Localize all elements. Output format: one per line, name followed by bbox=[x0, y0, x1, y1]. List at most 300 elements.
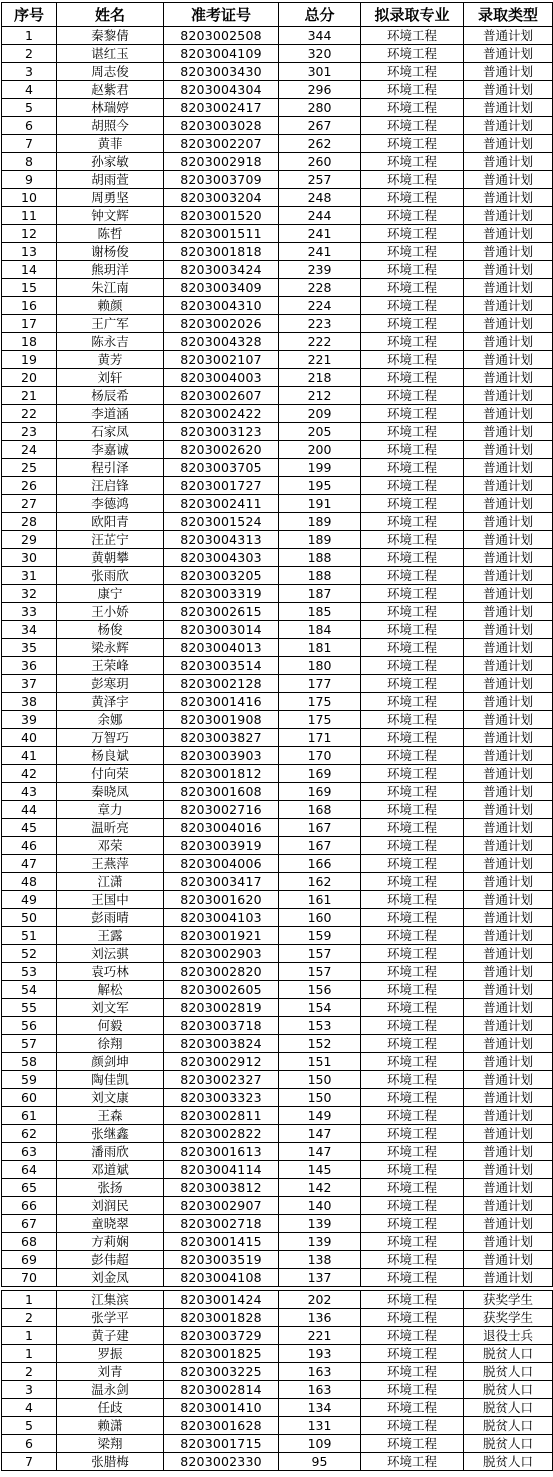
exam-id-cell: 8203004103 bbox=[164, 909, 279, 927]
type-cell: 普通计划 bbox=[464, 81, 553, 99]
table-row bbox=[2, 549, 553, 567]
seq-cell: 38 bbox=[2, 693, 57, 711]
name-cell: 付向荣 bbox=[57, 765, 164, 783]
major-cell: 环境工程 bbox=[361, 171, 464, 189]
score-cell: 221 bbox=[279, 351, 361, 369]
score-cell: 159 bbox=[279, 927, 361, 945]
table-row bbox=[2, 711, 553, 729]
seq-cell: 4 bbox=[2, 81, 57, 99]
score-cell: 212 bbox=[279, 387, 361, 405]
seq-cell: 23 bbox=[2, 423, 57, 441]
seq-cell: 45 bbox=[2, 819, 57, 837]
exam-id-cell: 8203003409 bbox=[164, 279, 279, 297]
major-cell: 环境工程 bbox=[361, 1269, 464, 1287]
seq-cell: 13 bbox=[2, 243, 57, 261]
exam-id-cell: 8203003323 bbox=[164, 1089, 279, 1107]
type-cell: 脱贫人口 bbox=[464, 1345, 553, 1363]
score-cell: 131 bbox=[279, 1417, 361, 1435]
exam-id-cell: 8203003827 bbox=[164, 729, 279, 747]
table-row bbox=[2, 603, 553, 621]
name-cell: 钟文辉 bbox=[57, 207, 164, 225]
exam-id-cell: 8203001410 bbox=[164, 1399, 279, 1417]
type-cell: 普通计划 bbox=[464, 225, 553, 243]
score-cell: 169 bbox=[279, 783, 361, 801]
name-cell: 章力 bbox=[57, 801, 164, 819]
major-cell: 环境工程 bbox=[361, 945, 464, 963]
seq-cell: 54 bbox=[2, 981, 57, 999]
major-cell: 环境工程 bbox=[361, 1435, 464, 1453]
type-cell: 普通计划 bbox=[464, 1179, 553, 1197]
type-cell: 普通计划 bbox=[464, 675, 553, 693]
score-cell: 241 bbox=[279, 225, 361, 243]
type-cell: 普通计划 bbox=[464, 1035, 553, 1053]
score-cell: 151 bbox=[279, 1053, 361, 1071]
score-cell: 257 bbox=[279, 171, 361, 189]
major-cell: 环境工程 bbox=[361, 387, 464, 405]
seq-cell: 1 bbox=[2, 27, 57, 45]
major-cell: 环境工程 bbox=[361, 1107, 464, 1125]
seq-cell: 8 bbox=[2, 153, 57, 171]
seq-cell: 14 bbox=[2, 261, 57, 279]
name-cell: 潘雨欣 bbox=[57, 1143, 164, 1161]
table-row bbox=[2, 1291, 553, 1309]
major-cell: 环境工程 bbox=[361, 279, 464, 297]
type-cell: 普通计划 bbox=[464, 99, 553, 117]
type-cell: 普通计划 bbox=[464, 603, 553, 621]
type-cell: 普通计划 bbox=[464, 27, 553, 45]
table-row bbox=[2, 369, 553, 387]
exam-id-cell: 8203002411 bbox=[164, 495, 279, 513]
type-cell: 普通计划 bbox=[464, 1107, 553, 1125]
major-cell: 环境工程 bbox=[361, 1125, 464, 1143]
major-cell: 环境工程 bbox=[361, 1363, 464, 1381]
type-cell: 普通计划 bbox=[464, 693, 553, 711]
major-cell: 环境工程 bbox=[361, 1053, 464, 1071]
header-row bbox=[2, 3, 553, 27]
score-cell: 320 bbox=[279, 45, 361, 63]
seq-cell: 47 bbox=[2, 855, 57, 873]
exam-id-cell: 8203001825 bbox=[164, 1345, 279, 1363]
table-row bbox=[2, 1197, 553, 1215]
major-cell: 环境工程 bbox=[361, 819, 464, 837]
name-cell: 梁永辉 bbox=[57, 639, 164, 657]
seq-cell: 44 bbox=[2, 801, 57, 819]
table-row bbox=[2, 945, 553, 963]
exam-id-cell: 8203002207 bbox=[164, 135, 279, 153]
exam-id-cell: 8203001715 bbox=[164, 1435, 279, 1453]
table-row bbox=[2, 999, 553, 1017]
type-cell: 普通计划 bbox=[464, 1233, 553, 1251]
exam-id-cell: 8203004109 bbox=[164, 45, 279, 63]
name-cell: 王森 bbox=[57, 1107, 164, 1125]
table-row bbox=[2, 171, 553, 189]
major-cell: 环境工程 bbox=[361, 261, 464, 279]
major-cell: 环境工程 bbox=[361, 1291, 464, 1309]
exam-id-cell: 8203001613 bbox=[164, 1143, 279, 1161]
major-cell: 环境工程 bbox=[361, 423, 464, 441]
exam-id-cell: 8203001424 bbox=[164, 1291, 279, 1309]
score-cell: 152 bbox=[279, 1035, 361, 1053]
score-cell: 147 bbox=[279, 1125, 361, 1143]
type-cell: 普通计划 bbox=[464, 207, 553, 225]
seq-cell: 40 bbox=[2, 729, 57, 747]
table-row bbox=[2, 225, 553, 243]
seq-cell: 34 bbox=[2, 621, 57, 639]
seq-cell: 32 bbox=[2, 585, 57, 603]
seq-cell: 58 bbox=[2, 1053, 57, 1071]
exam-id-cell: 8203003225 bbox=[164, 1363, 279, 1381]
seq-cell: 31 bbox=[2, 567, 57, 585]
type-cell: 普通计划 bbox=[464, 153, 553, 171]
seq-cell: 68 bbox=[2, 1233, 57, 1251]
major-cell: 环境工程 bbox=[361, 855, 464, 873]
seq-cell: 48 bbox=[2, 873, 57, 891]
name-cell: 陈哲 bbox=[57, 225, 164, 243]
seq-cell: 2 bbox=[2, 45, 57, 63]
score-cell: 280 bbox=[279, 99, 361, 117]
type-cell: 普通计划 bbox=[464, 63, 553, 81]
type-cell: 普通计划 bbox=[464, 963, 553, 981]
table-row bbox=[2, 585, 553, 603]
type-cell: 脱贫人口 bbox=[464, 1435, 553, 1453]
score-cell: 184 bbox=[279, 621, 361, 639]
type-cell: 普通计划 bbox=[464, 261, 553, 279]
major-cell: 环境工程 bbox=[361, 567, 464, 585]
admission-list-sheet bbox=[1, 2, 552, 1471]
exam-id-cell: 8203002620 bbox=[164, 441, 279, 459]
score-cell: 262 bbox=[279, 135, 361, 153]
exam-id-cell: 8203003705 bbox=[164, 459, 279, 477]
exam-id-cell: 8203003718 bbox=[164, 1017, 279, 1035]
score-cell: 224 bbox=[279, 297, 361, 315]
seq-cell: 15 bbox=[2, 279, 57, 297]
name-cell: 彭伟超 bbox=[57, 1251, 164, 1269]
seq-cell: 4 bbox=[2, 1399, 57, 1417]
major-cell: 环境工程 bbox=[361, 63, 464, 81]
type-cell: 普通计划 bbox=[464, 783, 553, 801]
score-cell: 181 bbox=[279, 639, 361, 657]
table-row bbox=[2, 153, 553, 171]
table-row bbox=[2, 639, 553, 657]
score-cell: 202 bbox=[279, 1291, 361, 1309]
major-cell: 环境工程 bbox=[361, 747, 464, 765]
exam-id-cell: 8203003204 bbox=[164, 189, 279, 207]
seq-cell: 5 bbox=[2, 99, 57, 117]
major-cell: 环境工程 bbox=[361, 1345, 464, 1363]
seq-cell: 24 bbox=[2, 441, 57, 459]
table-row bbox=[2, 243, 553, 261]
score-cell: 163 bbox=[279, 1381, 361, 1399]
name-cell: 林瑞婷 bbox=[57, 99, 164, 117]
type-cell: 普通计划 bbox=[464, 531, 553, 549]
score-cell: 166 bbox=[279, 855, 361, 873]
type-cell: 普通计划 bbox=[464, 423, 553, 441]
major-cell: 环境工程 bbox=[361, 1143, 464, 1161]
score-cell: 185 bbox=[279, 603, 361, 621]
name-cell: 何毅 bbox=[57, 1017, 164, 1035]
exam-id-cell: 8203002605 bbox=[164, 981, 279, 999]
type-cell: 普通计划 bbox=[464, 171, 553, 189]
score-cell: 140 bbox=[279, 1197, 361, 1215]
exam-id-cell: 8203001511 bbox=[164, 225, 279, 243]
name-cell: 程引泽 bbox=[57, 459, 164, 477]
exam-id-cell: 8203003014 bbox=[164, 621, 279, 639]
exam-id-cell: 8203003824 bbox=[164, 1035, 279, 1053]
name-cell: 周勇坚 bbox=[57, 189, 164, 207]
major-cell: 环境工程 bbox=[361, 1215, 464, 1233]
table-row bbox=[2, 477, 553, 495]
type-cell: 普通计划 bbox=[464, 999, 553, 1017]
header-total-score: 总分 bbox=[279, 3, 361, 27]
table-row bbox=[2, 675, 553, 693]
major-cell: 环境工程 bbox=[361, 1381, 464, 1399]
type-cell: 脱贫人口 bbox=[464, 1453, 553, 1471]
exam-id-cell: 8203002814 bbox=[164, 1381, 279, 1399]
table-row bbox=[2, 693, 553, 711]
exam-id-cell: 8203003919 bbox=[164, 837, 279, 855]
score-cell: 170 bbox=[279, 747, 361, 765]
score-cell: 205 bbox=[279, 423, 361, 441]
exam-id-cell: 8203003123 bbox=[164, 423, 279, 441]
type-cell: 脱贫人口 bbox=[464, 1417, 553, 1435]
seq-cell: 7 bbox=[2, 135, 57, 153]
score-cell: 163 bbox=[279, 1363, 361, 1381]
major-cell: 环境工程 bbox=[361, 1161, 464, 1179]
major-cell: 环境工程 bbox=[361, 189, 464, 207]
score-cell: 167 bbox=[279, 819, 361, 837]
exam-id-cell: 8203003424 bbox=[164, 261, 279, 279]
table-row bbox=[2, 837, 553, 855]
seq-cell: 63 bbox=[2, 1143, 57, 1161]
type-cell: 退役士兵 bbox=[464, 1327, 553, 1345]
major-cell: 环境工程 bbox=[361, 243, 464, 261]
name-cell: 袁巧林 bbox=[57, 963, 164, 981]
score-cell: 248 bbox=[279, 189, 361, 207]
type-cell: 获奖学生 bbox=[464, 1291, 553, 1309]
table-row bbox=[2, 351, 553, 369]
seq-cell: 55 bbox=[2, 999, 57, 1017]
type-cell: 普通计划 bbox=[464, 1017, 553, 1035]
table-row bbox=[2, 279, 553, 297]
exam-id-cell: 8203004016 bbox=[164, 819, 279, 837]
exam-id-cell: 8203001620 bbox=[164, 891, 279, 909]
type-cell: 普通计划 bbox=[464, 1215, 553, 1233]
score-cell: 139 bbox=[279, 1215, 361, 1233]
type-cell: 普通计划 bbox=[464, 837, 553, 855]
type-cell: 普通计划 bbox=[464, 765, 553, 783]
exam-id-cell: 8203004114 bbox=[164, 1161, 279, 1179]
major-cell: 环境工程 bbox=[361, 711, 464, 729]
seq-cell: 49 bbox=[2, 891, 57, 909]
exam-id-cell: 8203003205 bbox=[164, 567, 279, 585]
exam-id-cell: 8203003319 bbox=[164, 585, 279, 603]
major-cell: 环境工程 bbox=[361, 729, 464, 747]
type-cell: 普通计划 bbox=[464, 1143, 553, 1161]
major-cell: 环境工程 bbox=[361, 225, 464, 243]
name-cell: 邓道斌 bbox=[57, 1161, 164, 1179]
type-cell: 普通计划 bbox=[464, 1269, 553, 1287]
score-cell: 180 bbox=[279, 657, 361, 675]
name-cell: 徐翔 bbox=[57, 1035, 164, 1053]
table-row bbox=[2, 1017, 553, 1035]
table-row bbox=[2, 531, 553, 549]
table-row bbox=[2, 1107, 553, 1125]
major-cell: 环境工程 bbox=[361, 981, 464, 999]
table-row bbox=[2, 855, 553, 873]
exam-id-cell: 8203003812 bbox=[164, 1179, 279, 1197]
major-cell: 环境工程 bbox=[361, 603, 464, 621]
table-row bbox=[2, 117, 553, 135]
table-row bbox=[2, 567, 553, 585]
table-row bbox=[2, 1327, 553, 1345]
major-cell: 环境工程 bbox=[361, 837, 464, 855]
major-cell: 环境工程 bbox=[361, 459, 464, 477]
table-row bbox=[2, 1381, 553, 1399]
table-row bbox=[2, 621, 553, 639]
exam-id-cell: 8203002107 bbox=[164, 351, 279, 369]
exam-id-cell: 8203001416 bbox=[164, 693, 279, 711]
name-cell: 谌红玉 bbox=[57, 45, 164, 63]
seq-cell: 59 bbox=[2, 1071, 57, 1089]
major-cell: 环境工程 bbox=[361, 621, 464, 639]
major-cell: 环境工程 bbox=[361, 1417, 464, 1435]
seq-cell: 6 bbox=[2, 1435, 57, 1453]
name-cell: 张继鑫 bbox=[57, 1125, 164, 1143]
seq-cell: 9 bbox=[2, 171, 57, 189]
exam-id-cell: 8203002417 bbox=[164, 99, 279, 117]
major-cell: 环境工程 bbox=[361, 657, 464, 675]
score-cell: 189 bbox=[279, 531, 361, 549]
name-cell: 胡雨萱 bbox=[57, 171, 164, 189]
table-row bbox=[2, 1363, 553, 1381]
name-cell: 李德鸿 bbox=[57, 495, 164, 513]
header-seq: 序号 bbox=[2, 3, 57, 27]
seq-cell: 41 bbox=[2, 747, 57, 765]
type-cell: 普通计划 bbox=[464, 495, 553, 513]
exam-id-cell: 8203004303 bbox=[164, 549, 279, 567]
major-cell: 环境工程 bbox=[361, 873, 464, 891]
major-cell: 环境工程 bbox=[361, 1399, 464, 1417]
name-cell: 孙家敏 bbox=[57, 153, 164, 171]
exam-id-cell: 8203001520 bbox=[164, 207, 279, 225]
type-cell: 普通计划 bbox=[464, 1251, 553, 1269]
name-cell: 颜剑坤 bbox=[57, 1053, 164, 1071]
seq-cell: 69 bbox=[2, 1251, 57, 1269]
name-cell: 江集滨 bbox=[57, 1291, 164, 1309]
type-cell: 普通计划 bbox=[464, 351, 553, 369]
table-row bbox=[2, 495, 553, 513]
seq-cell: 39 bbox=[2, 711, 57, 729]
name-cell: 黄芳 bbox=[57, 351, 164, 369]
type-cell: 普通计划 bbox=[464, 621, 553, 639]
table-row bbox=[2, 1233, 553, 1251]
name-cell: 张腊梅 bbox=[57, 1453, 164, 1471]
exam-id-cell: 8203003514 bbox=[164, 657, 279, 675]
seq-cell: 10 bbox=[2, 189, 57, 207]
name-cell: 刘轩 bbox=[57, 369, 164, 387]
score-cell: 160 bbox=[279, 909, 361, 927]
exam-id-cell: 8203002819 bbox=[164, 999, 279, 1017]
exam-id-cell: 8203002026 bbox=[164, 315, 279, 333]
exam-id-cell: 8203001415 bbox=[164, 1233, 279, 1251]
score-cell: 188 bbox=[279, 549, 361, 567]
name-cell: 汪启锋 bbox=[57, 477, 164, 495]
score-cell: 109 bbox=[279, 1435, 361, 1453]
major-cell: 环境工程 bbox=[361, 639, 464, 657]
name-cell: 朱江南 bbox=[57, 279, 164, 297]
seq-cell: 61 bbox=[2, 1107, 57, 1125]
exam-id-cell: 8203004310 bbox=[164, 297, 279, 315]
score-cell: 188 bbox=[279, 567, 361, 585]
seq-cell: 37 bbox=[2, 675, 57, 693]
name-cell: 陈永吉 bbox=[57, 333, 164, 351]
exam-id-cell: 8203003417 bbox=[164, 873, 279, 891]
score-cell: 167 bbox=[279, 837, 361, 855]
score-cell: 149 bbox=[279, 1107, 361, 1125]
table-row bbox=[2, 27, 553, 45]
seq-cell: 46 bbox=[2, 837, 57, 855]
name-cell: 赖颜 bbox=[57, 297, 164, 315]
seq-cell: 67 bbox=[2, 1215, 57, 1233]
score-cell: 157 bbox=[279, 963, 361, 981]
major-cell: 环境工程 bbox=[361, 585, 464, 603]
seq-cell: 51 bbox=[2, 927, 57, 945]
name-cell: 欧阳青 bbox=[57, 513, 164, 531]
table-row bbox=[2, 891, 553, 909]
name-cell: 王荣峰 bbox=[57, 657, 164, 675]
name-cell: 杨辰希 bbox=[57, 387, 164, 405]
major-cell: 环境工程 bbox=[361, 801, 464, 819]
major-cell: 环境工程 bbox=[361, 891, 464, 909]
name-cell: 温永剑 bbox=[57, 1381, 164, 1399]
major-cell: 环境工程 bbox=[361, 1309, 464, 1327]
type-cell: 普通计划 bbox=[464, 945, 553, 963]
table-row bbox=[2, 819, 553, 837]
major-cell: 环境工程 bbox=[361, 1089, 464, 1107]
name-cell: 王广军 bbox=[57, 315, 164, 333]
name-cell: 王小娇 bbox=[57, 603, 164, 621]
table-row bbox=[2, 1417, 553, 1435]
type-cell: 普通计划 bbox=[464, 1161, 553, 1179]
seq-cell: 2 bbox=[2, 1309, 57, 1327]
major-cell: 环境工程 bbox=[361, 135, 464, 153]
name-cell: 方莉娴 bbox=[57, 1233, 164, 1251]
name-cell: 张雨欣 bbox=[57, 567, 164, 585]
seq-cell: 1 bbox=[2, 1327, 57, 1345]
seq-cell: 56 bbox=[2, 1017, 57, 1035]
name-cell: 刘文军 bbox=[57, 999, 164, 1017]
major-cell: 环境工程 bbox=[361, 909, 464, 927]
major-cell: 环境工程 bbox=[361, 675, 464, 693]
type-cell: 普通计划 bbox=[464, 405, 553, 423]
type-cell: 普通计划 bbox=[464, 729, 553, 747]
name-cell: 赵紫君 bbox=[57, 81, 164, 99]
score-cell: 95 bbox=[279, 1453, 361, 1471]
major-cell: 环境工程 bbox=[361, 549, 464, 567]
name-cell: 江潇 bbox=[57, 873, 164, 891]
type-cell: 普通计划 bbox=[464, 513, 553, 531]
major-cell: 环境工程 bbox=[361, 1233, 464, 1251]
seq-cell: 42 bbox=[2, 765, 57, 783]
table-row bbox=[2, 1251, 553, 1269]
seq-cell: 50 bbox=[2, 909, 57, 927]
major-cell: 环境工程 bbox=[361, 1453, 464, 1471]
score-cell: 244 bbox=[279, 207, 361, 225]
major-cell: 环境工程 bbox=[361, 963, 464, 981]
score-cell: 191 bbox=[279, 495, 361, 513]
seq-cell: 36 bbox=[2, 657, 57, 675]
score-cell: 239 bbox=[279, 261, 361, 279]
